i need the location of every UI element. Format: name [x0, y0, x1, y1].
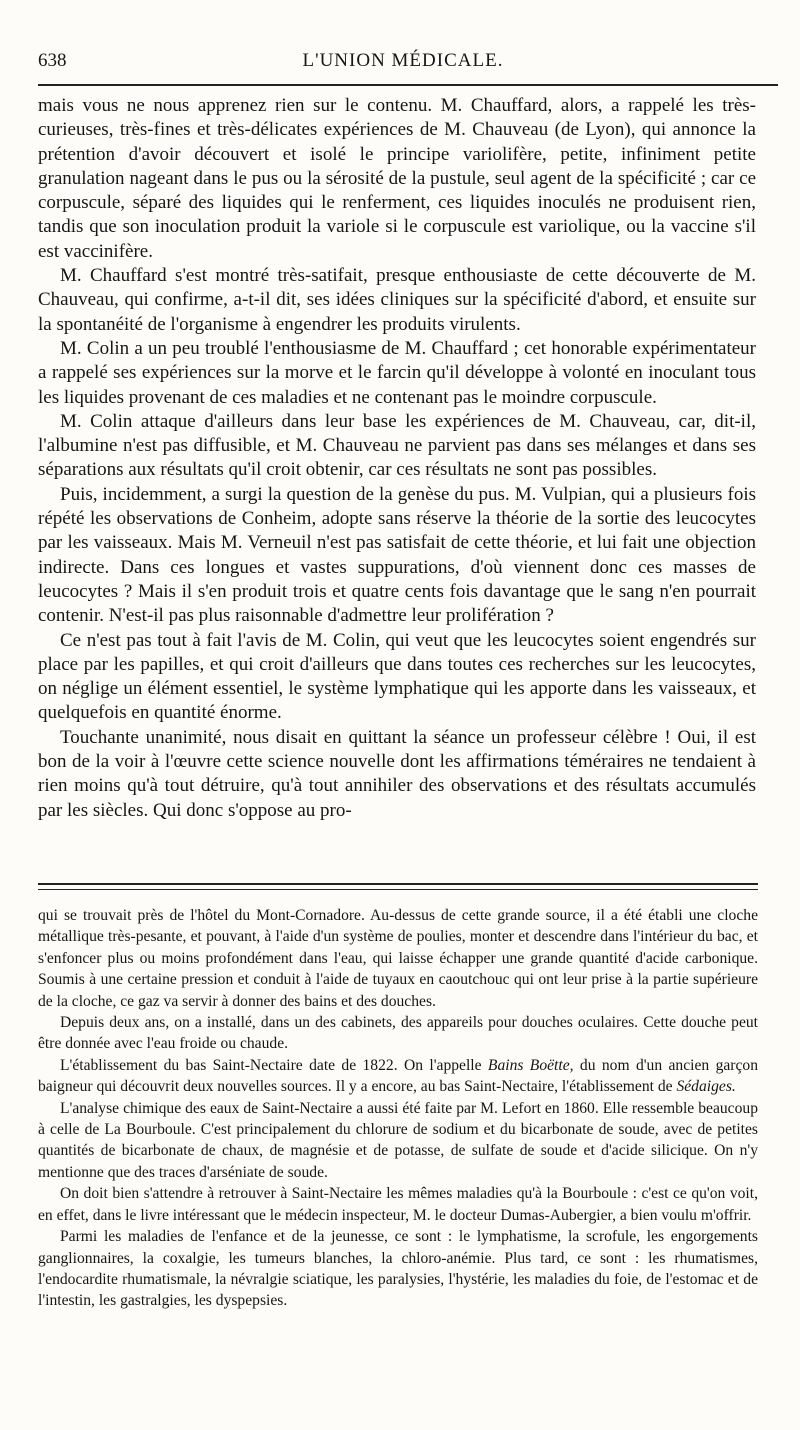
feuilleton-paragraph-4: On doit bien s'attendre à retrouver à Saint-Nectaire les mêmes maladies qu'à la Bourboule : c'est ce qu'on voit, en effet, dans le livre intéressant que le médecin inspecteur, M. le docteur Dumas-Aubergier, a bien voulu m'offrir. — [38, 1185, 758, 1224]
main-paragraph-2: M. Chauffard s'est montré très-satifait, presque enthousiaste de cette découverte de M. Chauveau, qui confirme, a-t-il dit, ses idées cliniques sur la spécificité d'abord, et ensuite sur la spontanéité de l'organisme à engendrer les produits virulents. — [38, 265, 756, 335]
feuilleton-paragraph-5: Parmi les maladies de l'enfance et de la jeunesse, ce sont : le lymphatisme, la scrofule, les engorgements ganglionnaires, la coxalgie, les tumeurs blanches, la chloro-anémie. Plus tard, ce sont : les rhumatismes, l'endocardite rhumatismale, la névralgie sciatique, les paralysies, l'hystérie, les maladies du foie, de l'estomac et de l'intestin, les gastralgies, les dyspepsies. — [38, 1228, 758, 1310]
feuilleton-paragraph-2: Depuis deux ans, on a installé, dans un des cabinets, des appareils pour douches oculaires. Cette douche peut être donnée avec l'eau froide ou chaude. — [38, 1014, 758, 1053]
feuilleton-separator — [38, 883, 758, 890]
feuilleton-paragraph-3: L'analyse chimique des eaux de Saint-Nectaire a aussi été faite par M. Lefort en 1860. Elle ressemble beaucoup à celle de La Bourboule. C'est principalement du chlorure de sodium et du bicarbonate de soude, avec de petites quantités de bicarbonate de chaux, de magnésie et de potasse, de sulfate de soude et d'acide silicique. On n'y mentionne que des traces d'arséniate de soude. — [38, 1099, 758, 1181]
feuilleton-paragraph-1: qui se trouvait près de l'hôtel du Mont-Cornadore. Au-dessus de cette grande source, il a été établi une cloche métallique très-pesante, et pouvant, à l'aide d'un système de poulies, monter et descendre dans l'intérieur du bac, et s'enfoncer plus ou moins profondément dans l'eau, qui laisse échapper une grande quantité d'acide carbonique. Soumis à une certaine pression et conduit à l'aide de tuyaux en caoutchouc qui ont leur prise à la partie supérieure de la cloche, ce gaz va servir à donner des bains et des douches. — [38, 907, 758, 1010]
sedaiges-italic: Sédaiges. — [676, 1078, 736, 1096]
main-paragraph-4: M. Colin attaque d'ailleurs dans leur base les expériences de M. Chauveau, car, dit-il, l'albumine n'est pas diffusible, et M. Chauveau ne parvient pas dans ses mélanges et dans ses séparations aux résultats qu'il croit obtenir, car ces résultats ne sont pas possibles. — [38, 410, 756, 481]
bains-boette-italic: Bains Boëtte, — [487, 1056, 574, 1074]
main-paragraph-1: mais vous ne nous apprenez rien sur le contenu. M. Chauffard, alors, a rappelé les très-curieuses, très-fines et très-délicates expériences de M. Chauveau (de Lyon), qui annonce la prétention d'avoir découvert et isolé le principe variolifère, petite, infiniment petite granulation nageant dans le pus ou la sérosité de la pustule, seul agent de la spécificité ; car ce corpuscule, séparé des liquides qui le renferment, ces liquides inoculés ne produisent rien, tandis que son inoculation produit la variole si le corpuscule est variolique, ou la vaccine s'il est vaccinifère. — [38, 95, 756, 262]
page-header — [38, 48, 768, 78]
main-paragraph-7: Touchante unanimité, nous disait en quittant la séance un professeur célèbre ! Oui, il est bon de la voir à l'œuvre cette science nouvelle dont les affirmations téméraires ne tendaient à rien moins qu'à tout détruire, qu'à tout annihiler des observations et des résultats accumulés par les siècles. Qui donc s'oppose au pro- — [38, 726, 756, 821]
main-paragraph-3: M. Colin a un peu troublé l'enthousiasme de M. Chauffard ; cet honorable expérimentateur a rappelé ses expériences sur la morve et le farcin qu'il développe à volonté en inoculant tous les liquides provenant de ces maladies et ne contenant pas le moindre corpuscule. — [38, 337, 756, 408]
header-rule — [38, 84, 778, 86]
main-paragraph-5: Puis, incidemment, a surgi la question de la genèse du pus. M. Vulpian, qui a plusieurs fois répété les observations de Conheim, adopte sans réserve la théorie de la sortie des leucocytes par les vaisseaux. Mais M. Verneuil n'est pas satisfait de cette théorie, et lui fait une objection indirecte. Dans ces longues et vastes suppurations, d'où viennent donc ces masses de leucocytes ? Mais il s'en produit trois et quatre cents fois davantage que le sang n'en pourrait contenir. N'est-il pas plus raisonnable d'admettre leur prolifération ? — [38, 483, 756, 627]
feuilleton-text — [38, 905, 758, 1312]
main-article-text — [38, 94, 756, 823]
page-number: 638 — [38, 50, 67, 71]
feuilleton-paragraph-bas-saint-nectaire — [38, 1055, 758, 1098]
bas-para-text-1: L'établissement du bas Saint-Nectaire date de 1822. On l'appelle — [60, 1056, 488, 1074]
main-paragraph-6: Ce n'est pas tout à fait l'avis de M. Colin, qui veut que les leucocytes soient engendrés sur place par les papilles, et qui croit d'ailleurs que dans toutes ces recherches sur les leucocytes, on néglige un élément essentiel, le système lymphatique qui les apporte dans les vaisseaux, et quelquefois en quantité énorme. — [38, 629, 756, 724]
bas-para-text-2: du nom d'un ancien garçon baigneur qui découvrit deux nouvelles sources. Il y a encore, au bas Saint-Nectaire, l'établissement de — [38, 1056, 758, 1096]
journal-title: L'UNION MÉDICALE. — [302, 50, 504, 71]
